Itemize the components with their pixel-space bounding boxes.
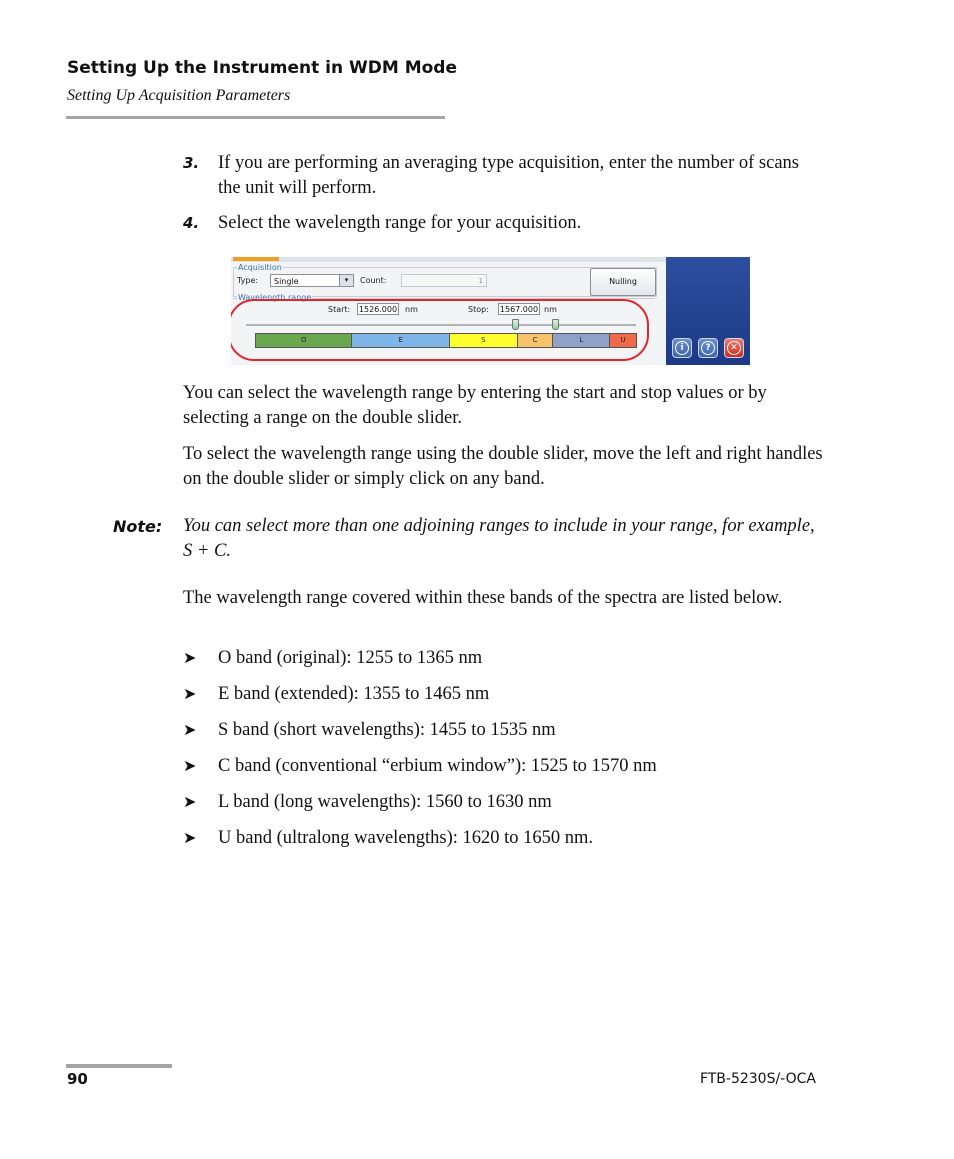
arrow-bullet-icon: ➤ [183,758,197,775]
start-input[interactable]: 1526.000 [358,305,398,314]
close-icon: ✕ [727,341,741,355]
type-value: Single [274,277,299,286]
close-button[interactable] [724,338,744,358]
stop-label: Stop: [468,305,489,314]
list-item-text: E band (extended): 1355 to 1465 nm [218,684,490,704]
step-number: 3. [183,154,200,172]
arrow-bullet-icon: ➤ [183,830,197,847]
step-text: Select the wavelength range for your acquisition. [218,213,582,233]
list-item-text: L band (long wavelengths): 1560 to 1630 nm [218,792,552,812]
info-button[interactable] [672,338,692,358]
highlight-oval [231,299,649,361]
wavelength-range-screenshot [231,257,750,365]
band-o[interactable]: O [256,334,352,347]
arrow-bullet-icon: ➤ [183,650,197,667]
paragraph-2: To select the wavelength range using the double slider, move the left and right handles on the double slider or simply click on any band. [183,444,823,489]
product-name: FTB-5230S/-OCA [699,1071,816,1087]
step-text: If you are performing an averaging type acquisition, enter the number of scans the unit will perform. [218,153,799,198]
footer-rule [66,1064,172,1068]
arrow-bullet-icon: ➤ [183,686,197,703]
header-rule [66,116,445,119]
stop-input[interactable]: 1567.000 [499,305,539,314]
tab-strip [231,257,666,262]
count-label: Count: [360,276,387,285]
count-input[interactable]: 1 [401,274,487,287]
step-number: 4. [183,214,200,232]
help-icon: ? [701,341,715,355]
paragraph-3: The wavelength range covered within these bands of the spectra are listed below. [183,588,783,608]
acquisition-label: Acquisition [238,263,282,272]
wavelength-range-label: Wavelength range [238,293,312,302]
paragraph-1: You can select the wavelength range by entering the start and stop values or by selecting a range on the double slider. [183,383,767,428]
band-e[interactable]: E [352,334,449,347]
list-item-text: S band (short wavelengths): 1455 to 1535 nm [218,720,556,740]
page-number: 90 [67,1070,88,1088]
help-button[interactable] [698,338,718,358]
active-tab [233,257,279,261]
arrow-bullet-icon: ➤ [183,722,197,739]
arrow-bullet-icon: ➤ [183,794,197,811]
nulling-button[interactable]: Nulling [590,268,656,296]
header-title: Setting Up the Instrument in WDM Mode [67,58,458,78]
band-u[interactable]: U [610,334,636,347]
start-label: Start: [328,305,351,314]
type-select[interactable] [270,274,354,287]
list-item-text: O band (original): 1255 to 1365 nm [218,648,483,668]
info-icon: i [675,341,689,355]
list-item-text: U band (ultralong wavelengths): 1620 to 1650 nm. [218,828,594,848]
start-unit: nm [405,305,418,314]
list-item-text: C band (conventional “erbium window”): 1525 to 1570 nm [218,756,657,776]
band-l[interactable]: L [553,334,610,347]
note-text: You can select more than one adjoining ranges to include in your range, for example, S + C. [183,516,815,561]
note-label: Note: [113,517,163,536]
header-subtitle: Setting Up Acquisition Parameters [67,87,291,104]
band-s[interactable]: S [450,334,518,347]
band-c[interactable]: C [518,334,554,347]
type-label: Type: [237,276,259,285]
chevron-down-icon[interactable]: ▾ [339,275,353,286]
stop-unit: nm [544,305,557,314]
